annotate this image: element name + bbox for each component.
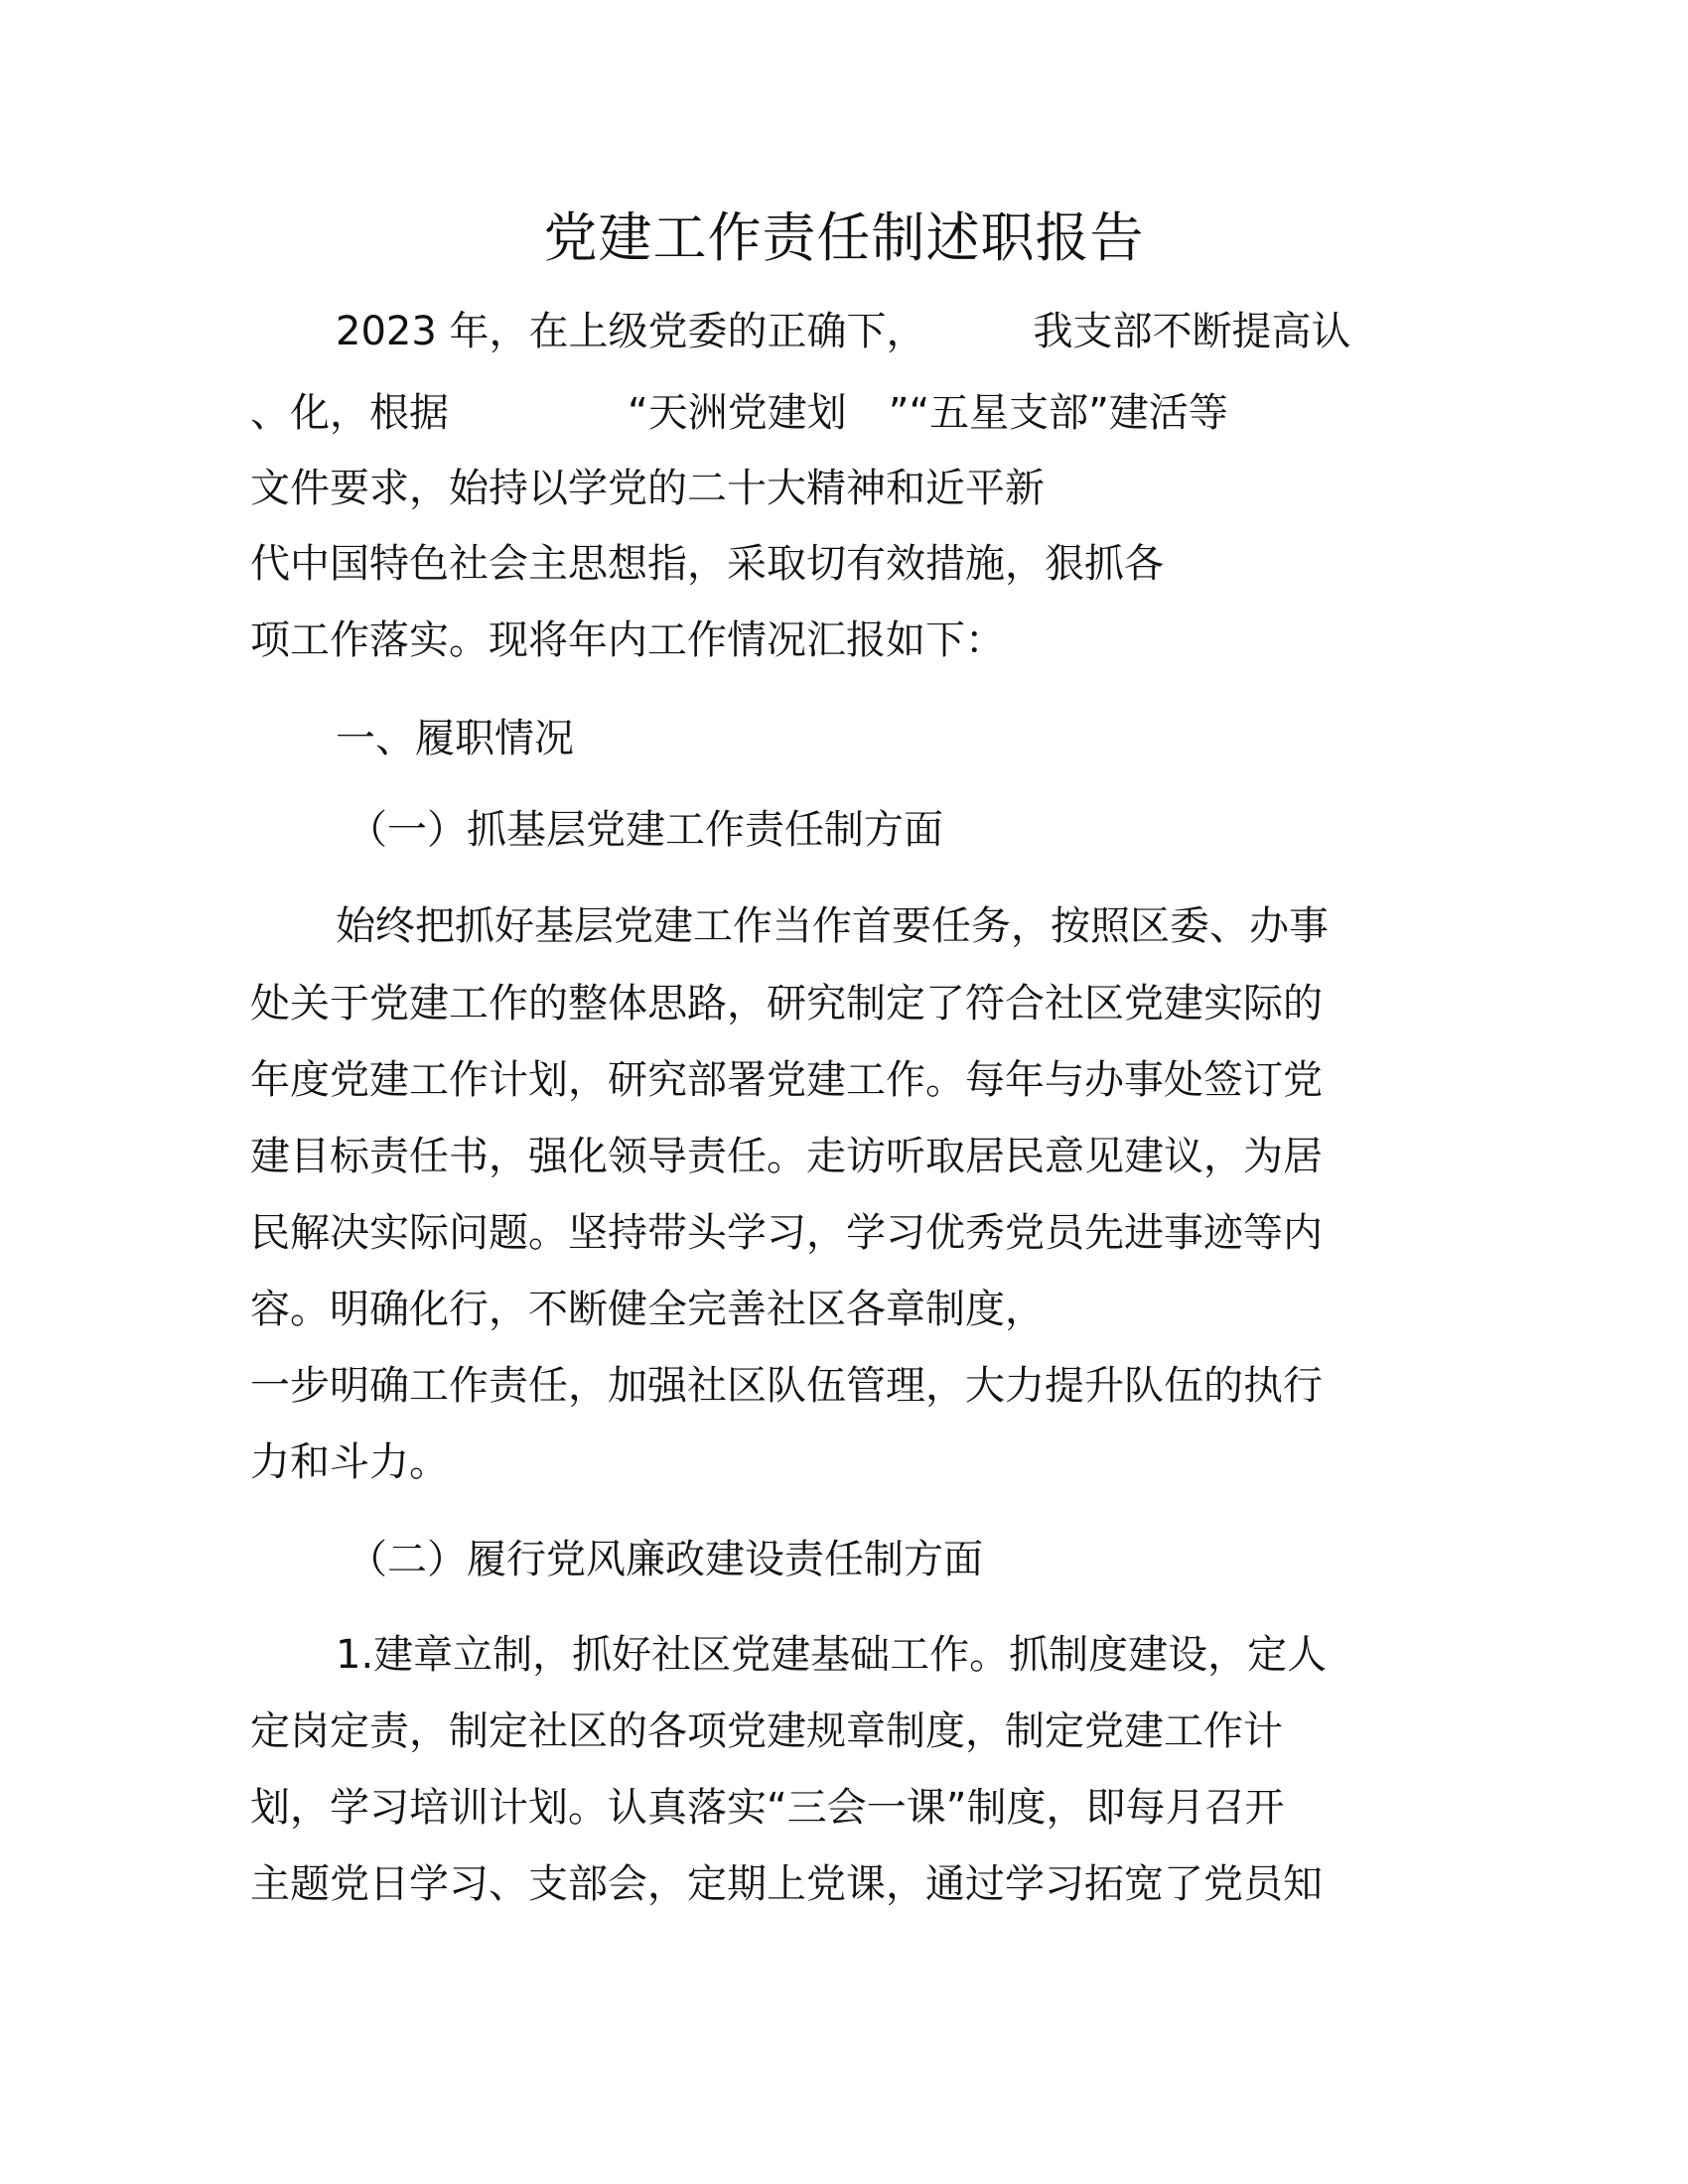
sub1-line-4: 建目标责任书，强化领导责任。走访听取居民意见建议，为居 (250, 1134, 1323, 1179)
section-1-heading: 一、履职情况 (336, 716, 574, 761)
intro-line-2 (250, 387, 1228, 439)
sub1-line-2: 处关于党建工作的整体思路，研究制定了符合社区党建实际的 (250, 981, 1323, 1026)
sub1-line-3: 年度党建工作计划，研究部署党建工作。每年与办事处签订党 (250, 1057, 1323, 1103)
sub2-line-2: 定岗定责，制定社区的各项党建规章制度，制定党建工作计 (250, 1708, 1283, 1754)
sub1-line-5: 民解决实际问题。坚持带头学习，学习优秀党员先进事迹等内 (250, 1210, 1323, 1256)
sub2-line-4: 主题党日学习、支部会，定期上党课，通过学习拓宽了党员知 (250, 1861, 1323, 1907)
intro-line-1 (336, 306, 1351, 357)
intro-line-5: 项工作落实。现将年内工作情况汇报如下： (250, 617, 1005, 663)
intro-line-3: 文件要求，始持以学党的二十大精神和近平新 (250, 466, 1045, 511)
sub2-line-1: 1.建章立制，抓好社区党建基础工作。抓制度建设，定人 (336, 1632, 1328, 1678)
document-title: 党建工作责任制述职报告 (543, 206, 1145, 269)
intro-line-2-part-c: ”“五星支部”建活等 (888, 390, 1228, 436)
intro-line-4: 代中国特色社会主思想指，采取切有效措施，狠抓各 (250, 541, 1164, 587)
intro-line-2-part-a: 、化，根据 (250, 390, 449, 436)
intro-line-2-part-b: “天洲党建划 (628, 390, 847, 436)
sub1-line-7: 一步明确工作责任，加强社区队伍管理，大力提升队伍的执行 (250, 1363, 1323, 1409)
sub1-line-8: 力和斗力。 (250, 1439, 449, 1485)
sub1-line-6: 容。明确化行，不断健全完善社区各章制度， (250, 1287, 1045, 1332)
subsection-1-heading: （一）抓基层党建工作责任制方面 (348, 807, 943, 853)
sub1-line-1: 始终把抓好基层党建工作当作首要任务，按照区委、办事 (336, 903, 1329, 949)
intro-line-1-part-b: 我支部不断提高认 (1033, 309, 1351, 354)
subsection-2-heading: （二）履行党风廉政建设责任制方面 (348, 1537, 983, 1582)
sub2-line-3: 划，学习培训计划。认真落实“三会一课”制度，即每月召开 (250, 1785, 1285, 1831)
intro-line-1-part-a: 2023 年，在上级党委的正确下， (336, 309, 926, 354)
